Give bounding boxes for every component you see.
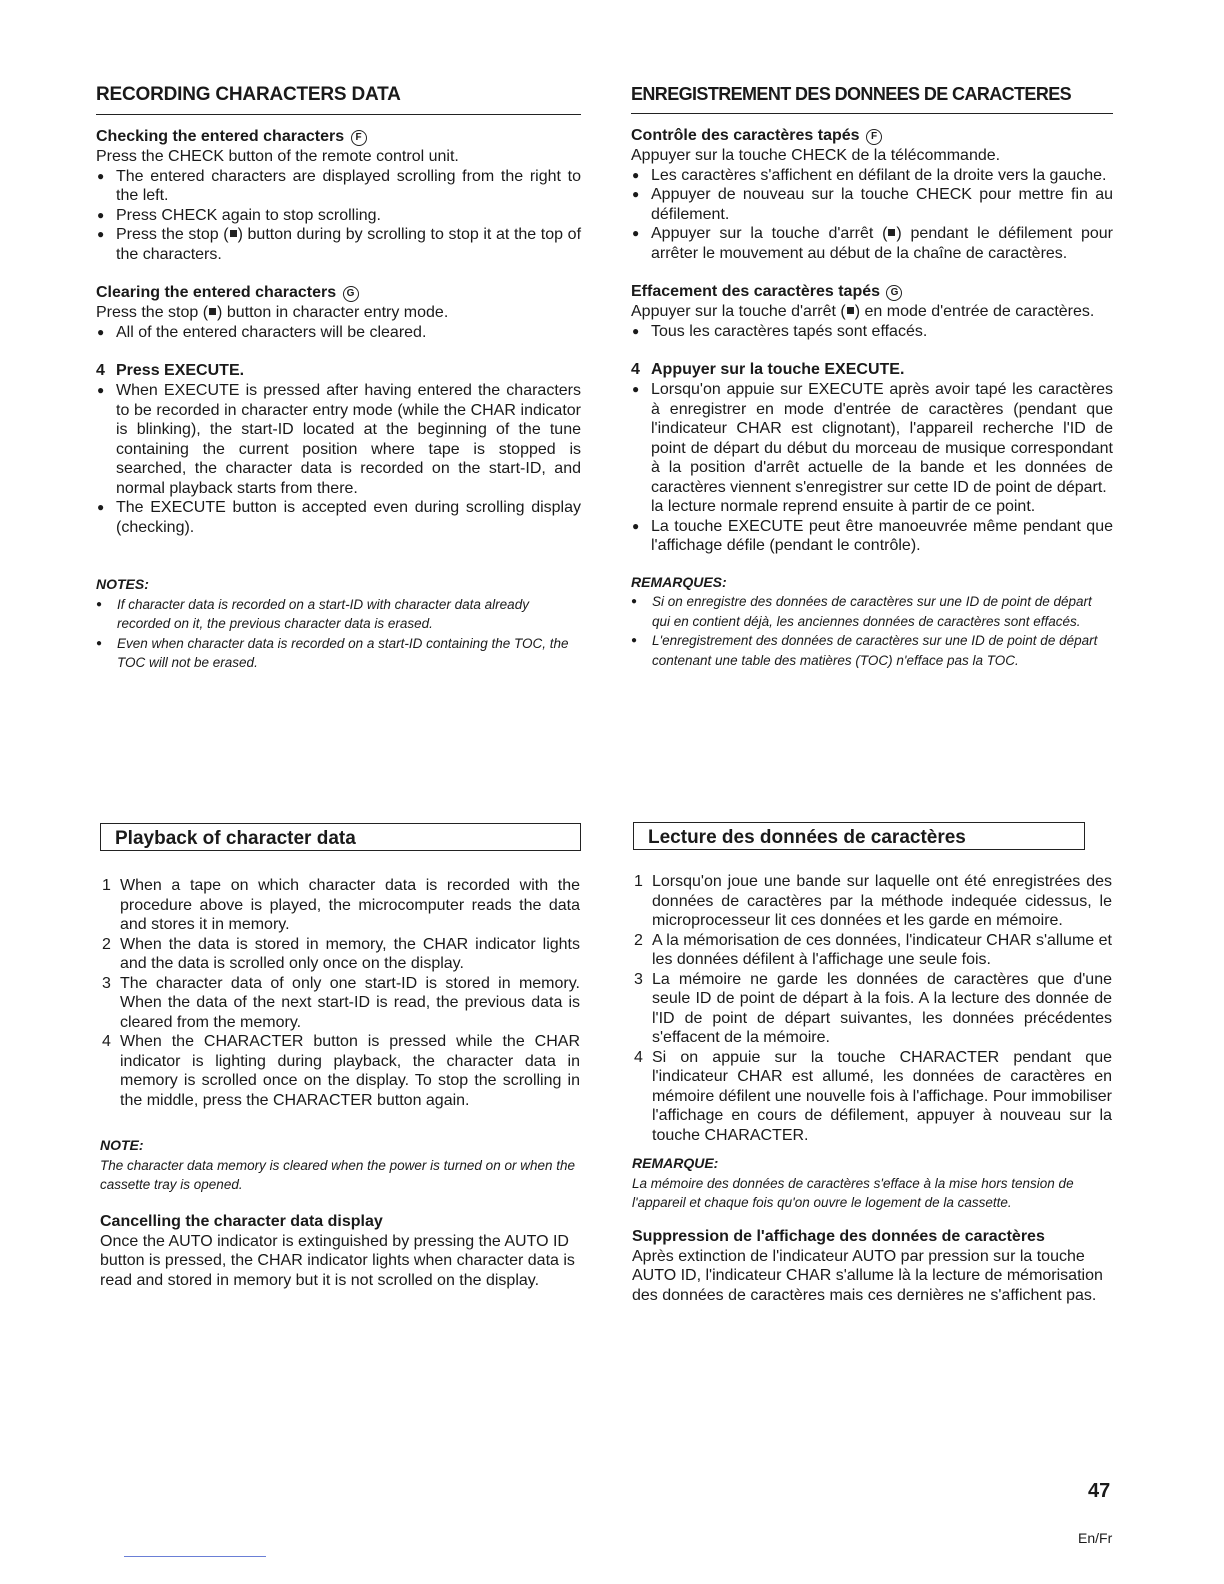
text-part: ) button during by scrolling to stop it at the top of the characters. xyxy=(116,226,582,263)
step-number: 4 xyxy=(96,362,105,379)
clearing-heading-text: Clearing the entered characters xyxy=(96,284,337,301)
item-text: Si on appuie sur la touche CHARACTER pendant que l'indicateur CHAR est allumé, les données de caractères en mémoire défilent une nouvelle fois à l'affichage. Pour immobiliser l'affichage en cours de défilement, appuyer à nouveau sur la touche CHARACTER. xyxy=(652,1048,1112,1144)
list-item xyxy=(100,935,580,974)
clearing-list xyxy=(96,323,581,343)
playback-title-box xyxy=(100,823,581,851)
list-item xyxy=(632,970,1112,1048)
text-part: Press the stop ( xyxy=(116,226,229,243)
page-number: 47 xyxy=(1088,1480,1111,1502)
note-text: La mémoire des données de caractères s'efface à la mise hors tension de l'appareil et chaque fois qu'on ouvre le logement de la cassette. xyxy=(632,1175,1074,1210)
checking-heading-text: Contrôle des caractères tapés xyxy=(631,127,860,144)
text-part: ) button in character entry mode. xyxy=(217,304,449,321)
list-item xyxy=(632,931,1112,970)
text-part: la lecture normale reprend ensuite à partir de ce point. xyxy=(651,498,1036,515)
notes-title: NOTES: xyxy=(96,576,149,592)
french-recording-section xyxy=(631,84,1113,670)
list-item xyxy=(632,872,1112,931)
stop-icon xyxy=(847,307,854,314)
clearing-heading xyxy=(631,282,1113,302)
list-item: ● The entered characters are displayed scrolling from the right to the left. xyxy=(96,167,581,206)
text-part: ) en mode d'entrée de caractères. xyxy=(854,303,1095,320)
clearing-intro xyxy=(96,303,581,323)
text-part: Lorsqu'on appuie sur EXECUTE après avoir tapé les caractères à enregistrer en mode d'entrée de caractères (pendant que l'indicateur CHAR est clignotant), l'appareil recherche l'ID de point de départ du début du morceau de musique correspondant à la position d'arrêt actuelle de la bande et les données de caractères viennent s'enregistrer sur cette ID de point de départ. xyxy=(651,381,1113,496)
stop-icon xyxy=(888,229,895,236)
list-item xyxy=(631,380,1113,517)
item-number: 3 xyxy=(634,970,643,988)
language-code: En/Fr xyxy=(1078,1530,1113,1546)
list-item: ● All of the entered characters will be cleared. xyxy=(96,323,581,343)
playback-title-box xyxy=(633,822,1085,850)
checking-list xyxy=(96,167,581,265)
note-item: ● L'enregistrement des données de caractères sur une ID de point de départ contenant une table des matières (TOC) n'efface pas la TOC. xyxy=(631,631,1113,670)
clearing-intro xyxy=(631,302,1113,322)
playback-list xyxy=(100,876,580,1110)
french-playback-section xyxy=(632,872,1112,1305)
checking-heading-text: Checking the entered characters xyxy=(96,128,345,145)
clearing-list xyxy=(631,322,1113,342)
notes-list xyxy=(96,595,581,673)
section-title: ENREGISTREMENT DES DONNEES DE CARACTERES xyxy=(631,84,1113,114)
note-item: ● If character data is recorded on a start-ID with character data already recorded on it, the previous character data is erased. xyxy=(96,595,581,634)
marker-g: G xyxy=(343,286,359,302)
marker-g: G xyxy=(886,285,902,301)
checking-intro: Appuyer sur la touche CHECK de la télécommande. xyxy=(631,147,1001,164)
step-heading-text: Appuyer sur la touche EXECUTE. xyxy=(651,361,905,378)
playback-title: Lecture des données de caractères xyxy=(648,827,966,848)
notes-list xyxy=(631,592,1113,670)
notes-title: REMARQUES: xyxy=(631,573,727,590)
list-item xyxy=(632,1048,1112,1146)
list-item xyxy=(100,974,580,1033)
note-title: REMARQUE: xyxy=(632,1155,719,1171)
list-item xyxy=(96,225,581,264)
list-item xyxy=(100,1032,580,1110)
text-part: Appuyer sur la touche d'arrêt ( xyxy=(651,225,888,242)
clearing-heading-text: Effacement des caractères tapés xyxy=(631,283,881,300)
checking-heading xyxy=(96,127,581,147)
checking-list xyxy=(631,166,1113,264)
list-item: ● Appuyer de nouveau sur la touche CHECK pour mettre fin au défilement. xyxy=(631,185,1113,224)
list-item: ● Les caractères s'affichent en défilant de la droite vers la gauche. xyxy=(631,166,1113,186)
playback-title: Playback of character data xyxy=(115,828,356,849)
item-number: 1 xyxy=(102,877,111,894)
english-playback-section xyxy=(100,876,580,1290)
note-item: ● Even when character data is recorded on a start-ID containing the TOC, the TOC will not be erased. xyxy=(96,634,581,673)
item-text: The character data of only one start-ID is stored in memory. When the data of the next start-ID is read, the previous data is cleared from the memory. xyxy=(120,974,580,1031)
list-item: ● Tous les caractères tapés sont effacés. xyxy=(631,322,1113,342)
playback-list xyxy=(632,872,1112,1145)
list-item: ● Press CHECK again to stop scrolling. xyxy=(96,206,581,226)
item-number: 2 xyxy=(102,935,111,953)
text-part: ) pendant le défilement pour arrêter le mouvement au début de la chaîne de caractères. xyxy=(651,225,1113,262)
clearing-heading xyxy=(96,283,581,303)
list-item: ● La touche EXECUTE peut être manoeuvrée même pendant que l'affichage défile (pendant le contrôle). xyxy=(631,517,1113,556)
english-recording-section xyxy=(96,84,581,673)
checking-intro: Press the CHECK button of the remote control unit. xyxy=(96,148,459,165)
item-text: La mémoire ne garde les données de caractères que d'une seule ID de point de départ à la fois. A la lecture des donnée de l'ID de point de départ suivantes, les données précédentes s'effacent de la mémoire. xyxy=(652,970,1112,1046)
item-text: When the CHARACTER button is pressed while the CHAR indicator is lighting during playback, the character data in memory is scrolled once on the display. To stop the scrolling in the middle, press the CHARACTER button again. xyxy=(120,1033,580,1109)
stop-icon xyxy=(209,308,216,315)
item-text: When the data is stored in memory, the CHAR indicator lights and the data is scrolled only once on the display. xyxy=(120,935,580,972)
step-heading-text: Press EXECUTE. xyxy=(116,362,245,379)
item-number: 1 xyxy=(634,873,643,890)
marker-f: F xyxy=(351,130,367,146)
item-number: 4 xyxy=(634,1048,643,1066)
step-4-heading xyxy=(96,361,581,381)
cancel-heading: Suppression de l'affichage des données de caractères xyxy=(632,1227,1045,1245)
list-item xyxy=(631,224,1113,263)
step-4-list xyxy=(631,380,1113,556)
item-number: 4 xyxy=(102,1033,111,1050)
text-part: Appuyer sur la touche d'arrêt ( xyxy=(631,303,846,320)
item-number: 2 xyxy=(634,931,643,949)
text-part: Press the stop ( xyxy=(96,304,209,321)
list-item: ● When EXECUTE is pressed after having entered the characters to be recorded in character entry mode (while the CHAR indicator is blinking), the start-ID located at the beginning of the tune containing the current position where tape is stopped is searched, the character data is recorded on the start-ID, and normal playback starts from there. xyxy=(96,381,581,498)
section-title: RECORDING CHARACTERS DATA xyxy=(96,84,581,115)
note-title: NOTE: xyxy=(100,1137,144,1153)
cancel-text: Once the AUTO indicator is extinguished by pressing the AUTO ID button is pressed, the CHAR indicator lights when character data is read and stored in memory but it is not scrolled on the display. xyxy=(100,1232,575,1289)
step-4-list xyxy=(96,381,581,537)
item-number: 3 xyxy=(102,974,111,992)
step-4-heading xyxy=(631,360,1113,380)
step-number: 4 xyxy=(631,361,640,378)
item-text: When a tape on which character data is recorded with the procedure above is played, the microcomputer reads the data and stores it in memory. xyxy=(120,877,580,933)
cancel-text: Après extinction de l'indicateur AUTO par pression sur la touche AUTO ID, l'indicateur CHAR s'allume là la lecture de mémorisation des données de caractères mais ces dernières ne s'affichent pas. xyxy=(632,1247,1103,1304)
list-item: ● The EXECUTE button is accepted even during scrolling display (checking). xyxy=(96,498,581,537)
list-item xyxy=(100,876,580,935)
note-text: The character data memory is cleared when the power is turned on or when the cassette tray is opened. xyxy=(100,1157,575,1192)
scan-divider xyxy=(124,1556,266,1557)
item-text: A la mémorisation de ces données, l'indicateur CHAR s'allume et les données défilent à l'affichage une seule fois. xyxy=(652,931,1112,968)
item-text: Lorsqu'on joue une bande sur laquelle ont été enregistrées des données de caractères par la méthode indequée cidessus, le microprocesseur lit ces données et les garde en mémoire. xyxy=(652,873,1112,929)
marker-f: F xyxy=(866,129,882,145)
checking-heading xyxy=(631,126,1113,146)
cancel-heading: Cancelling the character data display xyxy=(100,1212,383,1230)
note-item: ● Si on enregistre des données de caractères sur une ID de point de départ qui en contient déjà, les anciennes données de caractères sont effacés. xyxy=(631,592,1113,631)
stop-icon xyxy=(230,230,237,237)
